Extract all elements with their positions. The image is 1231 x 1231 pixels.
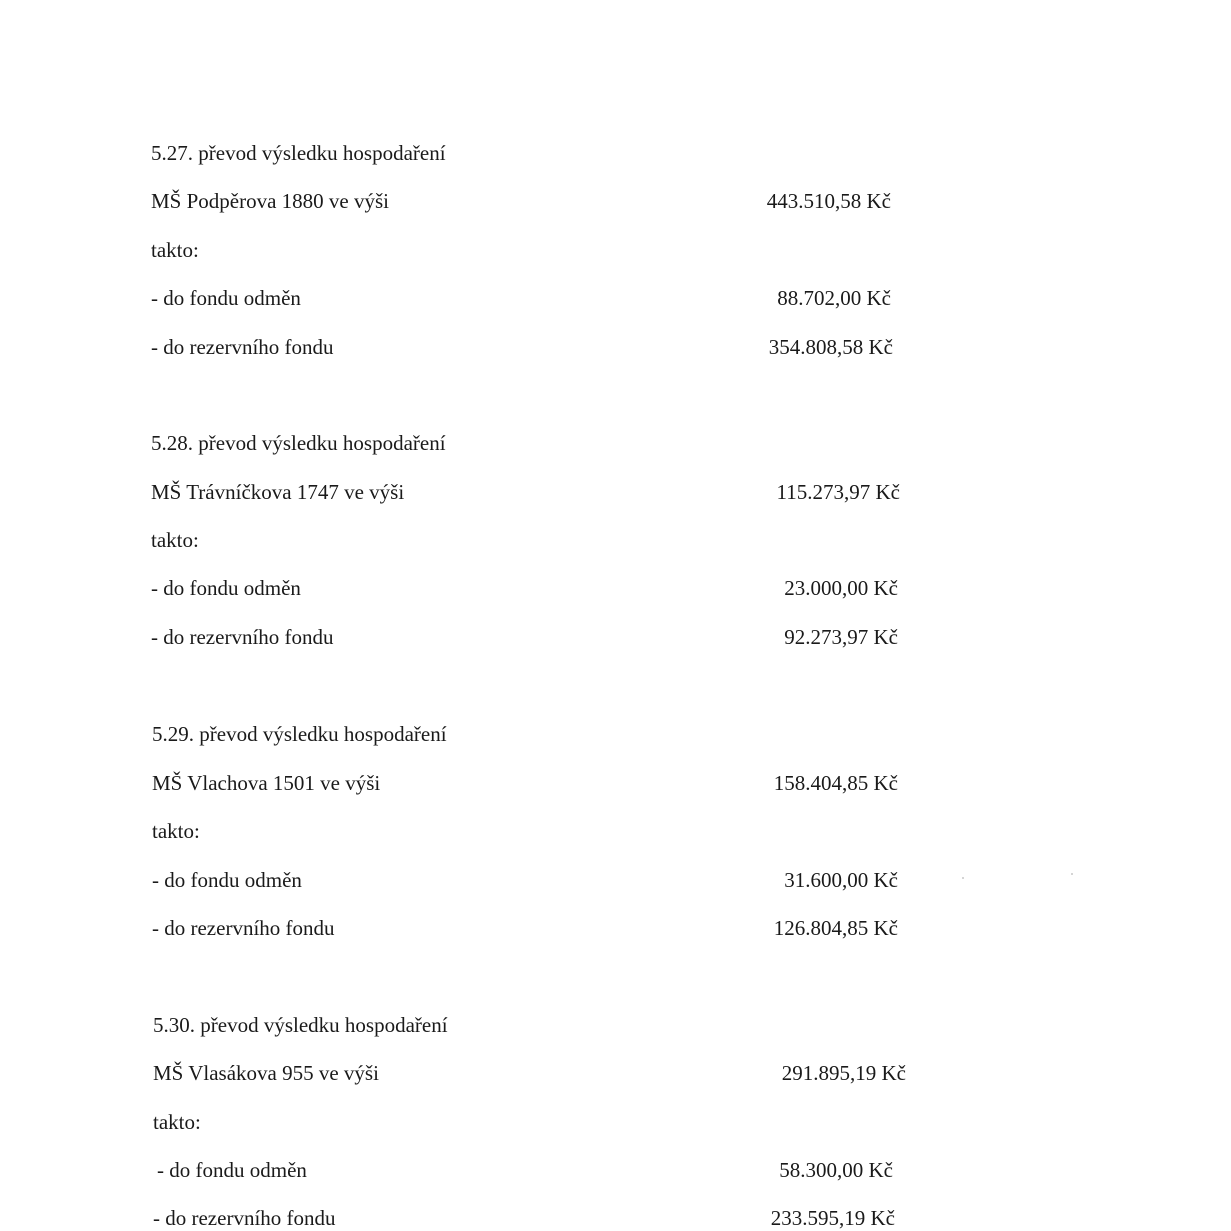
- school-line: MŠ Podpěrova 1880 ve výši: [151, 189, 389, 213]
- school-line: MŠ Vlachova 1501 ve výši: [152, 771, 381, 795]
- section-heading: 5.28. převod výsledku hospodaření: [151, 431, 446, 455]
- reserve-fund-label: - do rezervního fondu: [151, 625, 334, 649]
- section-heading: 5.29. převod výsledku hospodaření: [152, 722, 447, 746]
- reward-fund-amount: 23.000,00 Kč: [784, 576, 898, 600]
- takto-label: takto:: [151, 528, 199, 552]
- total-amount: 115.273,97 Kč: [776, 480, 900, 504]
- reward-fund-label: - do fondu odměn: [152, 868, 302, 892]
- reserve-fund-amount: 92.273,97 Kč: [784, 625, 898, 649]
- reward-fund-label: - do fondu odměn: [157, 1158, 307, 1182]
- reward-fund-amount: 31.600,00 Kč: [784, 868, 898, 892]
- reserve-fund-label: - do rezervního fondu: [152, 916, 335, 940]
- reward-fund-label: - do fondu odměn: [151, 286, 301, 310]
- total-amount: 291.895,19 Kč: [781, 1061, 906, 1085]
- scan-speck: [962, 877, 964, 879]
- reserve-fund-label: - do rezervního fondu: [151, 335, 334, 359]
- takto-label: takto:: [153, 1110, 201, 1134]
- takto-label: takto:: [152, 819, 200, 843]
- reserve-fund-amount: 354.808,58 Kč: [768, 335, 893, 359]
- reserve-fund-amount: 233.595,19 Kč: [770, 1206, 895, 1230]
- reserve-fund-label: - do rezervního fondu: [153, 1206, 336, 1230]
- total-amount: 443.510,58 Kč: [766, 189, 891, 213]
- reward-fund-label: - do fondu odměn: [151, 576, 301, 600]
- reward-fund-amount: 88.702,00 Kč: [777, 286, 891, 310]
- school-line: MŠ Vlasákova 955 ve výši: [153, 1061, 379, 1085]
- takto-label: takto:: [151, 238, 199, 262]
- reserve-fund-amount: 126.804,85 Kč: [773, 916, 898, 940]
- total-amount: 158.404,85 Kč: [773, 771, 898, 795]
- section-heading: 5.27. převod výsledku hospodaření: [151, 141, 446, 165]
- school-line: MŠ Trávníčkova 1747 ve výši: [151, 480, 405, 504]
- scan-speck: [1071, 873, 1073, 875]
- reward-fund-amount: 58.300,00 Kč: [779, 1158, 893, 1182]
- section-heading: 5.30. převod výsledku hospodaření: [153, 1013, 448, 1037]
